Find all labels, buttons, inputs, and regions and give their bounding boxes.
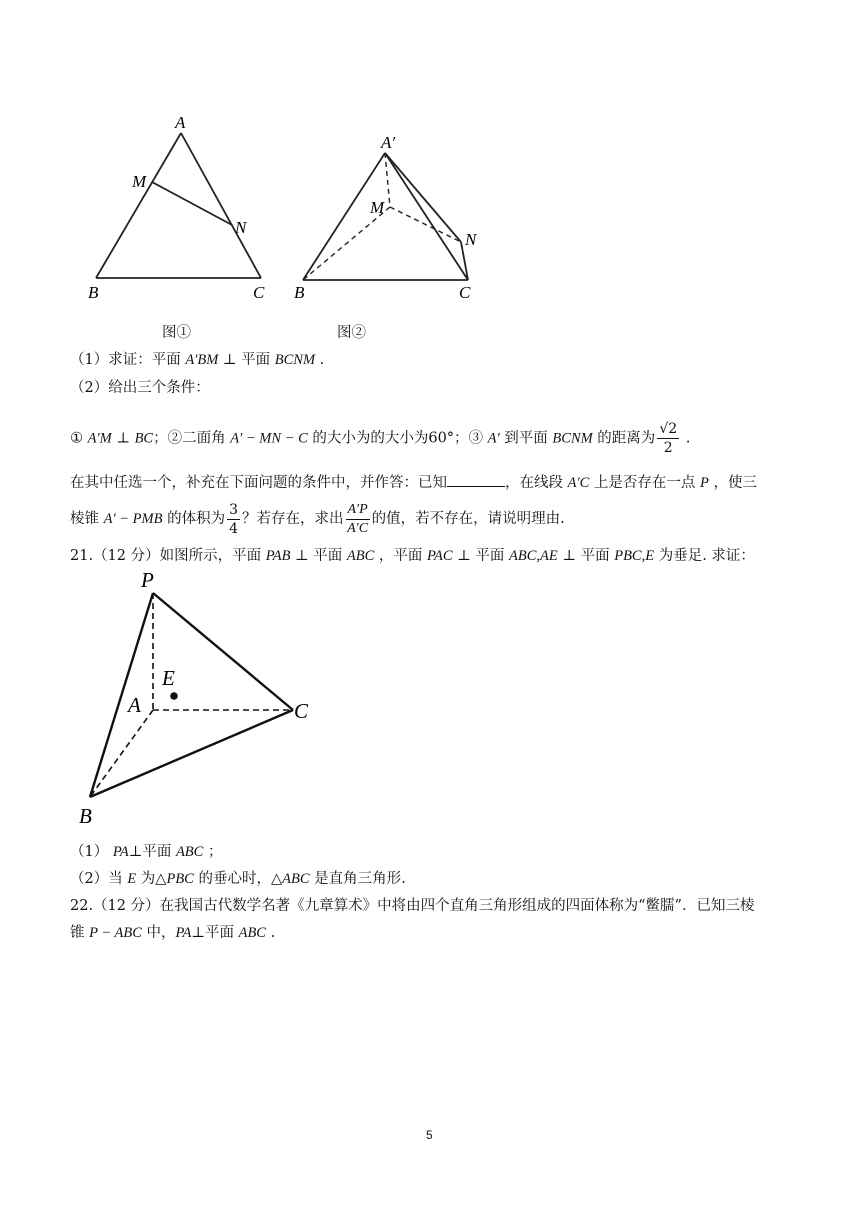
point-e [170, 692, 178, 700]
label-m: M [370, 198, 385, 217]
edge-bc [90, 710, 293, 797]
label-c: C [253, 283, 265, 302]
label-m: M [132, 172, 147, 191]
answer-blank[interactable] [447, 472, 505, 487]
edge-mb-dashed [303, 207, 390, 280]
q21-part2: （2）当 E 为△PBC 的垂心时，△ABC 是直角三角形. [70, 871, 406, 887]
page-number: 5 [426, 1128, 433, 1142]
figure-2-caption: 图② [337, 325, 366, 341]
fraction-ap-over-ac: $\frac{A'P}{A'C}$ [347, 501, 369, 536]
label-b: B [79, 804, 92, 828]
q20-part2: （2）给出三个条件： [70, 380, 210, 396]
figure-3-tetrahedron [70, 565, 330, 835]
label-n: N [235, 218, 247, 237]
label-n: N [465, 230, 477, 249]
q22-line1: 22.（12 分）在我国古代数学名著《九章算术》中将由四个直角三角形组成的四面体称为“鳖臑”．已知三棱 [70, 898, 755, 914]
fraction-sqrt2-over-2: $\frac{√2}{2}$ [659, 421, 678, 456]
figure-1-caption: 图① [162, 325, 191, 341]
label-c: C [294, 699, 309, 723]
q20-part1: （1）求证：平面 A′BM ⊥ 平面 BCNM . [70, 352, 325, 368]
edge-ac [385, 153, 468, 280]
figure-2-folded-pyramid [285, 125, 495, 310]
label-a: A [128, 693, 141, 717]
figure-1-triangle [80, 105, 280, 305]
q22-line2: 锥 P − ABC 中，PA⊥平面 ABC . [70, 925, 276, 941]
edge-mn-dashed [390, 207, 461, 242]
label-a: A [175, 113, 186, 132]
label-b: B [88, 283, 99, 302]
edge-pb [90, 593, 153, 797]
fraction-3-over-4: $\frac{3}{4}$ [229, 501, 238, 537]
label-e: E [162, 666, 175, 690]
edge-an [385, 153, 461, 242]
q20-line5: 棱锥 A′ − PMB 的体积为 $\frac{3}{4}$ ？若存在，求出 $\frac{A'P}{A'C}$ 的值，若不存在，请说明理由. [70, 501, 565, 537]
label-a-prime: A′ [381, 133, 396, 152]
label-p: P [141, 568, 154, 592]
edge-ac [181, 133, 261, 278]
q20-line4: 在其中任选一个，补充在下面问题的条件中，并作答：已知 ，在线段 A′C 上是否存在一点 P ，使三 [70, 472, 757, 494]
q21-heading: 21.（12 分）如图所示，平面 PAB ⊥ 平面 ABC ，平面 PAC ⊥ 平面 ABC,AE ⊥ 平面 PBC,E 为垂足. 求证： [70, 548, 755, 564]
label-b: B [294, 283, 305, 302]
edge-ab [96, 133, 181, 278]
q21-part1: （1） PA⊥平面 ABC ； [70, 844, 223, 860]
label-c: C [459, 283, 471, 302]
q20-conditions: ① A′M ⊥ BC；②二面角 A′ − MN − C 的大小为的大小为60°；③ A′ 到平面 BCNM 的距离为 $\frac{√2}{2}$ . [70, 421, 691, 456]
